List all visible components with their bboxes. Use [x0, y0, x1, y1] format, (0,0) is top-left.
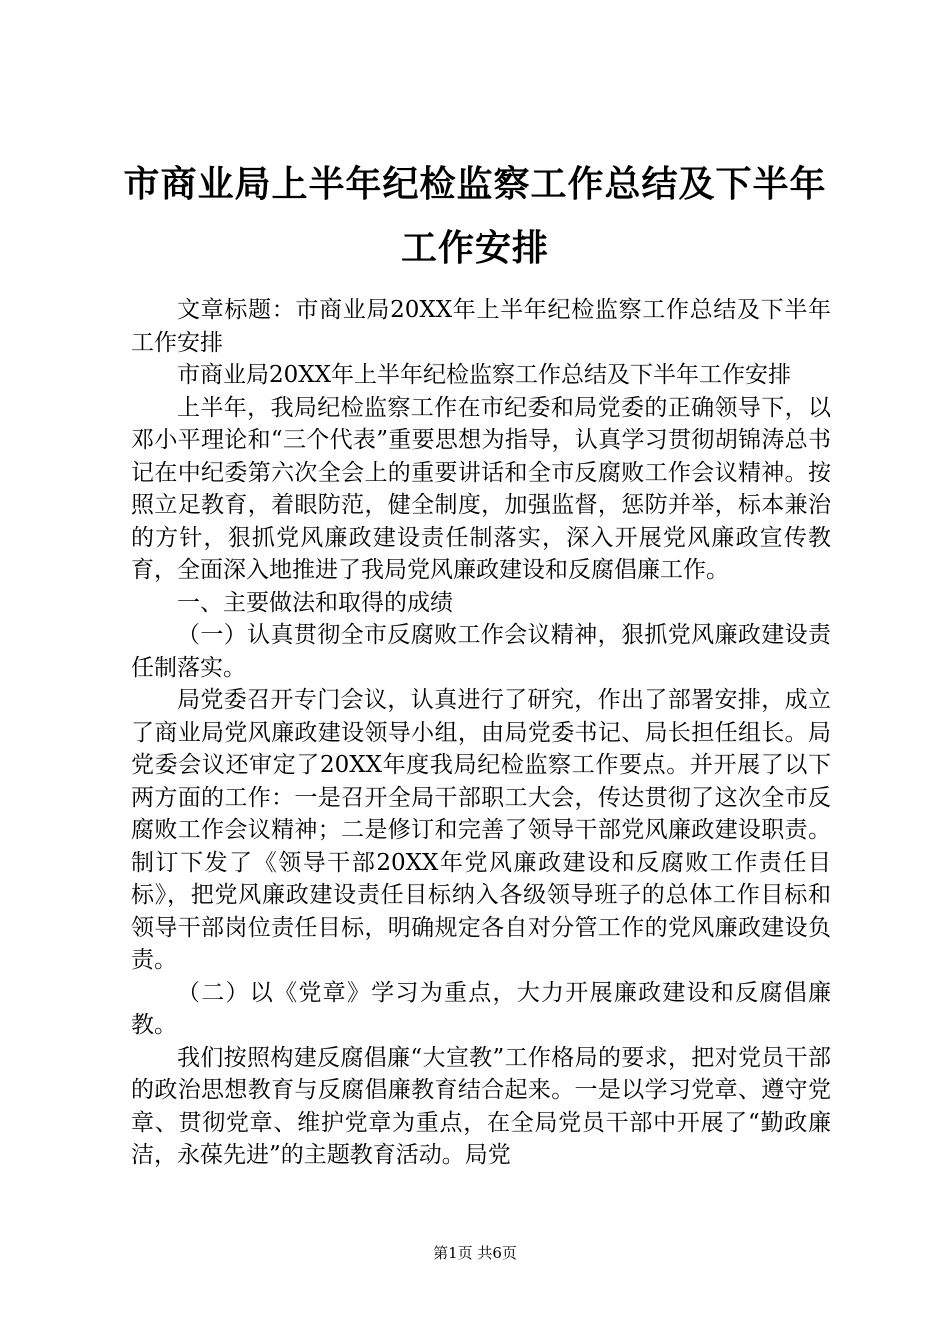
paragraph-body-2: 我们按照构建反腐倡廉“大宣教”工作格局的要求，把对党员干部的政治思想教育与反腐倡廉教育结合起来。一是以学习党章、遵守党章、贯彻党章、维护党章为重点，在全局党员干部中开展了“勤政廉洁，永葆先进”的主题教育活动。局党	[131, 1044, 831, 1168]
subsection-heading-2: （二）以《党章》学习为重点，大力开展廉政建设和反腐倡廉教。	[131, 979, 831, 1038]
section-heading-1: 一、主要做法和取得的成绩	[177, 589, 453, 616]
paragraph-body-1: 局党委召开专门会议，认真进行了研究，作出了部署安排，成立了商业局党风廉政建设领导小组，由局党委书记、局长担任组长。局党委会议还审定了20XX年度我局纪检监察工作要点。并开展了以下两方面的工作：一是召开全局干部职工大会，传达贯彻了这次全市反腐败工作会议精神；二是修订和完善了领导干部党风廉政建设职责。制订下发了《领导干部20XX年党风廉政建设和反腐败工作责任目标》，把党风廉政建设责任目标纳入各级领导班子的总体工作目标和领导干部岗位责任目标，明确规定各自对分管工作的党风廉政建设负责。	[131, 687, 831, 973]
paragraph-intro: 上半年，我局纪检监察工作在市纪委和局党委的正确领导下，以邓小平理论和“三个代表”重要思想为指导，认真学习贯彻胡锦涛总书记在中纪委第六次全会上的重要讲话和全市反腐败工作会议精神。按照立足教育，着眼防范，健全制度，加强监督，惩防并举，标本兼治的方针，狠抓党风廉政建设责任制落实，深入开展党风廉政宣传教育，全面深入地推进了我局党风廉政建设和反腐倡廉工作。	[131, 394, 831, 583]
paragraph-subtitle: 市商业局20XX年上半年纪检监察工作总结及下半年工作安排	[177, 362, 792, 388]
document-body	[131, 294, 831, 1172]
paragraph-article-heading: 文章标题：市商业局20XX年上半年纪检监察工作总结及下半年工作安排	[131, 297, 831, 356]
page-footer: 第1页 共6页	[433, 1244, 517, 1262]
subsection-heading-1: （一）认真贯彻全市反腐败工作会议精神，狠抓党风廉政建设责任制落实。	[131, 622, 831, 681]
document-title: 市商业局上半年纪检监察工作总结及下半年工作安排	[123, 163, 827, 269]
